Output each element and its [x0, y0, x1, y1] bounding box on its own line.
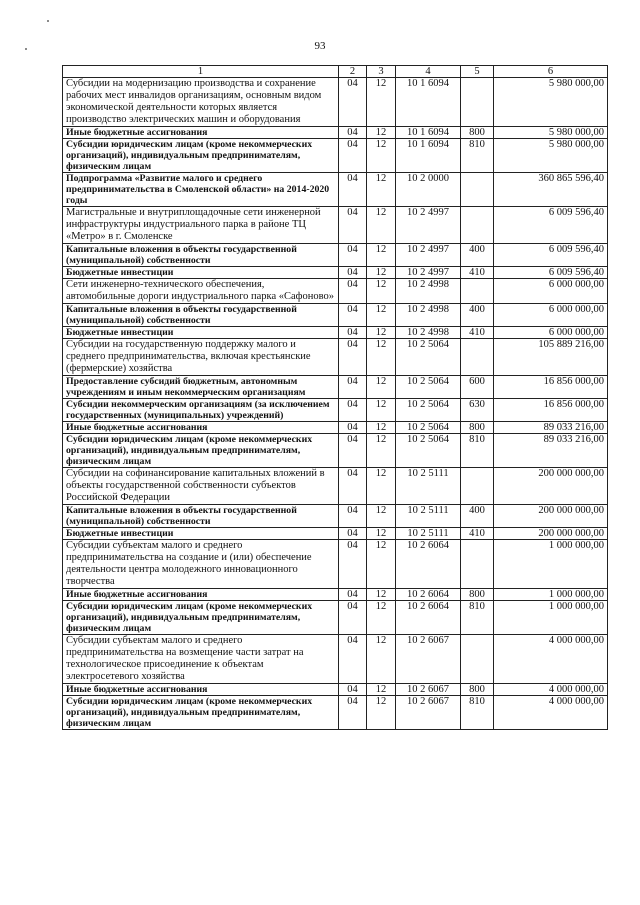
row-target-article: 10 2 4997 — [396, 244, 461, 267]
row-name: Субсидии юридическим лицам (кроме некоммерческих организаций), индивидуальным предпринимателям, физическим лицам — [63, 601, 339, 635]
table-row — [63, 540, 608, 589]
row-section: 04 — [339, 207, 367, 244]
header-row — [63, 66, 608, 78]
row-target-article: 10 1 6094 — [396, 78, 461, 127]
row-subsection: 12 — [367, 244, 396, 267]
row-section: 04 — [339, 139, 367, 173]
col-header: 6 — [494, 66, 608, 78]
table-row — [63, 279, 608, 304]
page-number: 93 — [314, 40, 326, 52]
table-row — [63, 399, 608, 422]
row-subsection: 12 — [367, 422, 396, 434]
table-row — [63, 127, 608, 139]
budget-table — [62, 65, 608, 730]
row-subsection: 12 — [367, 173, 396, 207]
row-expense-type — [461, 635, 494, 684]
row-section: 04 — [339, 540, 367, 589]
row-amount: 1 000 000,00 — [494, 589, 608, 601]
row-target-article: 10 2 5064 — [396, 434, 461, 468]
table-row — [63, 244, 608, 267]
row-subsection: 12 — [367, 434, 396, 468]
row-subsection: 12 — [367, 339, 396, 376]
row-name: Капитальные вложения в объекты государственной (муниципальной) собственности — [63, 304, 339, 327]
row-name: Субсидии юридическим лицам (кроме некоммерческих организаций), индивидуальным предпринимателям, физическим лицам — [63, 434, 339, 468]
row-subsection: 12 — [367, 589, 396, 601]
row-amount: 6 000 000,00 — [494, 327, 608, 339]
row-amount: 5 980 000,00 — [494, 127, 608, 139]
table-row — [63, 304, 608, 327]
row-expense-type: 810 — [461, 601, 494, 635]
row-expense-type — [461, 173, 494, 207]
row-expense-type: 630 — [461, 399, 494, 422]
row-name: Предоставление субсидий бюджетным, автономным учреждениям и иным некоммерческим организациям — [63, 376, 339, 399]
row-section: 04 — [339, 528, 367, 540]
row-name: Иные бюджетные ассигнования — [63, 127, 339, 139]
row-name: Бюджетные инвестиции — [63, 327, 339, 339]
row-name: Субсидии юридическим лицам (кроме некоммерческих организаций), индивидуальным предпринимателям, физическим лицам — [63, 696, 339, 730]
row-expense-type: 800 — [461, 589, 494, 601]
row-subsection: 12 — [367, 78, 396, 127]
row-name: Бюджетные инвестиции — [63, 528, 339, 540]
row-amount: 6 009 596,40 — [494, 267, 608, 279]
row-target-article: 10 2 4998 — [396, 304, 461, 327]
row-name: Субсидии некоммерческим организациям (за исключением государственных (муниципальных) учреждений) — [63, 399, 339, 422]
row-amount: 1 000 000,00 — [494, 601, 608, 635]
row-target-article: 10 2 5064 — [396, 339, 461, 376]
row-target-article: 10 2 6067 — [396, 635, 461, 684]
row-expense-type: 800 — [461, 127, 494, 139]
row-subsection: 12 — [367, 601, 396, 635]
row-subsection: 12 — [367, 528, 396, 540]
row-amount: 4 000 000,00 — [494, 635, 608, 684]
row-subsection: 12 — [367, 684, 396, 696]
row-expense-type — [461, 207, 494, 244]
row-expense-type: 410 — [461, 267, 494, 279]
table-row — [63, 528, 608, 540]
row-name: Бюджетные инвестиции — [63, 267, 339, 279]
row-section: 04 — [339, 244, 367, 267]
row-expense-type: 600 — [461, 376, 494, 399]
row-section: 04 — [339, 279, 367, 304]
row-subsection: 12 — [367, 207, 396, 244]
col-header: 4 — [396, 66, 461, 78]
row-amount: 16 856 000,00 — [494, 376, 608, 399]
row-section: 04 — [339, 327, 367, 339]
col-header: 1 — [63, 66, 339, 78]
row-expense-type: 400 — [461, 244, 494, 267]
row-target-article: 10 2 5064 — [396, 399, 461, 422]
row-amount: 4 000 000,00 — [494, 684, 608, 696]
table-row — [63, 376, 608, 399]
row-expense-type — [461, 339, 494, 376]
row-section: 04 — [339, 422, 367, 434]
row-target-article: 10 2 6064 — [396, 589, 461, 601]
row-section: 04 — [339, 434, 367, 468]
row-amount: 89 033 216,00 — [494, 434, 608, 468]
row-expense-type: 410 — [461, 327, 494, 339]
row-amount: 89 033 216,00 — [494, 422, 608, 434]
row-target-article: 10 2 5064 — [396, 422, 461, 434]
row-name: Капитальные вложения в объекты государственной (муниципальной) собственности — [63, 505, 339, 528]
row-section: 04 — [339, 173, 367, 207]
row-amount: 5 980 000,00 — [494, 139, 608, 173]
row-amount: 200 000 000,00 — [494, 468, 608, 505]
row-section: 04 — [339, 267, 367, 279]
row-expense-type — [461, 468, 494, 505]
row-subsection: 12 — [367, 399, 396, 422]
row-expense-type — [461, 279, 494, 304]
row-name: Подпрограмма «Развитие малого и среднего предпринимательства в Смоленской области» на 2014-2020 годы — [63, 173, 339, 207]
row-section: 04 — [339, 684, 367, 696]
row-expense-type: 800 — [461, 684, 494, 696]
row-amount: 105 889 216,00 — [494, 339, 608, 376]
table-row — [63, 434, 608, 468]
table-row — [63, 696, 608, 730]
table-row — [63, 139, 608, 173]
row-section: 04 — [339, 635, 367, 684]
row-name: Субсидии на государственную поддержку малого и среднего предпринимательства, включая крестьянские (фермерские) хозяйства — [63, 339, 339, 376]
row-expense-type: 800 — [461, 422, 494, 434]
row-target-article: 10 2 6067 — [396, 684, 461, 696]
table-row — [63, 327, 608, 339]
row-target-article: 10 2 5111 — [396, 528, 461, 540]
row-name: Магистральные и внутриплощадочные сети инженерной инфраструктуры индустриального парка в районе ТЦ «Метро» в г. Смоленске — [63, 207, 339, 244]
table-row — [63, 339, 608, 376]
row-section: 04 — [339, 468, 367, 505]
row-target-article: 10 2 5111 — [396, 468, 461, 505]
row-target-article: 10 2 6067 — [396, 696, 461, 730]
row-target-article: 10 2 4997 — [396, 267, 461, 279]
row-section: 04 — [339, 589, 367, 601]
row-section: 04 — [339, 376, 367, 399]
row-subsection: 12 — [367, 468, 396, 505]
row-target-article: 10 2 0000 — [396, 173, 461, 207]
row-subsection: 12 — [367, 635, 396, 684]
row-name: Капитальные вложения в объекты государственной (муниципальной) собственности — [63, 244, 339, 267]
row-name: Субсидии субъектам малого и среднего предпринимательства на возмещение части затрат на технологическое присоединение к объектам электросетевого хозяйства — [63, 635, 339, 684]
row-subsection: 12 — [367, 505, 396, 528]
row-name: Субсидии юридическим лицам (кроме некоммерческих организаций), индивидуальным предпринимателям, физическим лицам — [63, 139, 339, 173]
row-target-article: 10 1 6094 — [396, 139, 461, 173]
row-target-article: 10 2 4997 — [396, 207, 461, 244]
row-name: Иные бюджетные ассигнования — [63, 422, 339, 434]
row-target-article: 10 2 6064 — [396, 540, 461, 589]
table-row — [63, 635, 608, 684]
row-amount: 16 856 000,00 — [494, 399, 608, 422]
row-amount: 1 000 000,00 — [494, 540, 608, 589]
row-expense-type: 400 — [461, 505, 494, 528]
table-row — [63, 468, 608, 505]
table-row — [63, 422, 608, 434]
row-amount: 200 000 000,00 — [494, 505, 608, 528]
row-section: 04 — [339, 399, 367, 422]
row-expense-type — [461, 78, 494, 127]
table-row — [63, 601, 608, 635]
row-name: Субсидии на модернизацию производства и сохранение рабочих мест инвалидов организациям, основным видом экономической деятельности которых является производство электрических машин и оборудования — [63, 78, 339, 127]
table-row — [63, 207, 608, 244]
row-section: 04 — [339, 339, 367, 376]
row-target-article: 10 2 6064 — [396, 601, 461, 635]
row-expense-type: 810 — [461, 696, 494, 730]
table-row — [63, 173, 608, 207]
row-section: 04 — [339, 127, 367, 139]
row-section: 04 — [339, 601, 367, 635]
row-subsection: 12 — [367, 540, 396, 589]
row-target-article: 10 1 6094 — [396, 127, 461, 139]
row-subsection: 12 — [367, 267, 396, 279]
row-amount: 200 000 000,00 — [494, 528, 608, 540]
row-target-article: 10 2 5111 — [396, 505, 461, 528]
col-header: 2 — [339, 66, 367, 78]
table-row — [63, 589, 608, 601]
row-name: Сети инженерно-технического обеспечения, автомобильные дороги индустриального парка «Сафоново» — [63, 279, 339, 304]
row-section: 04 — [339, 505, 367, 528]
row-subsection: 12 — [367, 304, 396, 327]
row-name: Иные бюджетные ассигнования — [63, 589, 339, 601]
row-amount: 4 000 000,00 — [494, 696, 608, 730]
row-amount: 6 009 596,40 — [494, 207, 608, 244]
table-body — [63, 78, 608, 730]
row-expense-type: 410 — [461, 528, 494, 540]
col-header: 3 — [367, 66, 396, 78]
row-amount: 360 865 596,40 — [494, 173, 608, 207]
row-expense-type: 810 — [461, 139, 494, 173]
scan-speck — [47, 20, 49, 22]
row-subsection: 12 — [367, 139, 396, 173]
table-row — [63, 78, 608, 127]
row-subsection: 12 — [367, 376, 396, 399]
table-row — [63, 684, 608, 696]
table-row — [63, 505, 608, 528]
col-header: 5 — [461, 66, 494, 78]
row-name: Субсидии субъектам малого и среднего предпринимательства на создание и (или) обеспечение деятельности центра молодежного инновационного творчества — [63, 540, 339, 589]
row-target-article: 10 2 4998 — [396, 279, 461, 304]
row-name: Субсидии на софинансирование капитальных вложений в объекты государственной собственности субъектов Российской Федерации — [63, 468, 339, 505]
row-amount: 6 000 000,00 — [494, 304, 608, 327]
row-amount: 5 980 000,00 — [494, 78, 608, 127]
row-subsection: 12 — [367, 127, 396, 139]
row-section: 04 — [339, 696, 367, 730]
row-expense-type: 810 — [461, 434, 494, 468]
row-subsection: 12 — [367, 327, 396, 339]
row-expense-type: 400 — [461, 304, 494, 327]
row-section: 04 — [339, 304, 367, 327]
row-subsection: 12 — [367, 696, 396, 730]
row-expense-type — [461, 540, 494, 589]
row-amount: 6 009 596,40 — [494, 244, 608, 267]
row-amount: 6 000 000,00 — [494, 279, 608, 304]
table-row — [63, 267, 608, 279]
row-subsection: 12 — [367, 279, 396, 304]
row-target-article: 10 2 5064 — [396, 376, 461, 399]
row-target-article: 10 2 4998 — [396, 327, 461, 339]
row-name: Иные бюджетные ассигнования — [63, 684, 339, 696]
row-section: 04 — [339, 78, 367, 127]
